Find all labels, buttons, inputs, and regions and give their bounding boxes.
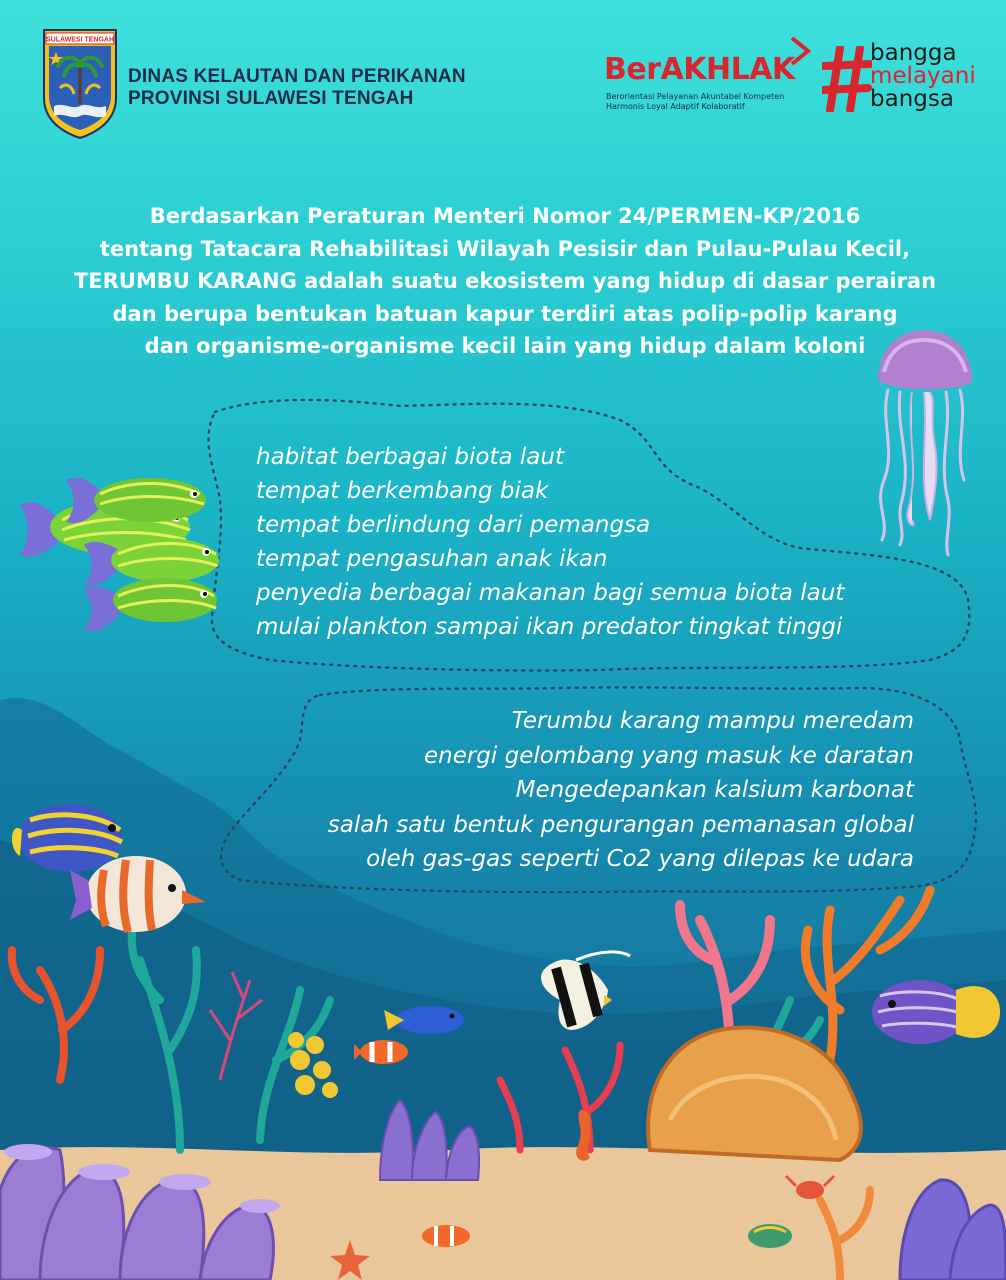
intro-line-1: Berdasarkan Peraturan Menteri Nomor 24/PERMEN-KP/2016 — [149, 204, 861, 228]
benefit-item: penyedia berbagai makanan bagi semua biota laut — [256, 580, 845, 606]
function-item: salah satu bentuk pengurangan pemanasan global — [327, 811, 914, 838]
benefit-item: tempat berkembang biak — [256, 478, 549, 504]
angelfish — [12, 804, 122, 872]
agency-line-2: PROVINSI SULAWESI TENGAH — [128, 88, 414, 109]
function-item: energi gelombang yang masuk ke daratan — [423, 742, 914, 769]
function-item: Terumbu karang mampu meredam — [511, 708, 914, 734]
right-angelfish — [872, 980, 1000, 1044]
bangga-line-2: melayani — [870, 63, 976, 89]
benefit-item: mulai plankton sampai ikan predator tingkat tinggi — [256, 614, 843, 640]
berakhlak-tagline-1: Berorientasi Pelayanan Akuntabel Kompeten — [606, 92, 785, 101]
intro-line-2: tentang Tatacara Rehabilitasi Wilayah Pesisir dan Pulau-Pulau Kecil, — [99, 236, 911, 261]
emblem-label: SULAWESI TENGAH — [45, 36, 115, 44]
function-item: Mengedepankan kalsium karbonat — [515, 777, 914, 803]
benefit-item: tempat berlindung dari pemangsa — [256, 512, 651, 538]
clownfish — [354, 1040, 408, 1064]
intro-line-4: dan berupa bentukan batuan kapur terdiri atas polip-polip karang — [112, 301, 898, 326]
berakhlak-tagline-2: Harmonis Loyal Adaptif Kolaboratif — [606, 102, 745, 111]
mandarinfish — [748, 1224, 792, 1248]
moorish-idol — [541, 952, 630, 1030]
bangga-line-3: bangsa — [870, 86, 954, 112]
small-clownfish — [422, 1225, 470, 1247]
agency-line-1: DINAS KELAUTAN DAN PERIKANAN — [128, 66, 466, 87]
benefit-item: habitat berbagai biota laut — [256, 444, 564, 470]
function-item: oleh gas-gas seperti Co2 yang dilepas ke udara — [366, 846, 914, 872]
benefit-item: tempat pengasuhan anak ikan — [256, 546, 608, 572]
bangga-line-1: bangga — [870, 40, 957, 66]
blue-tang — [384, 1006, 464, 1034]
intro-line-5: dan organisme-organisme kecil lain yang hidup dalam koloni — [144, 334, 866, 359]
intro-line-3: TERUMBU KARANG adalah suatu ekosistem yang hidup di dasar perairan — [73, 269, 937, 294]
berakhlak-word: BerAKHLAK — [604, 52, 795, 87]
